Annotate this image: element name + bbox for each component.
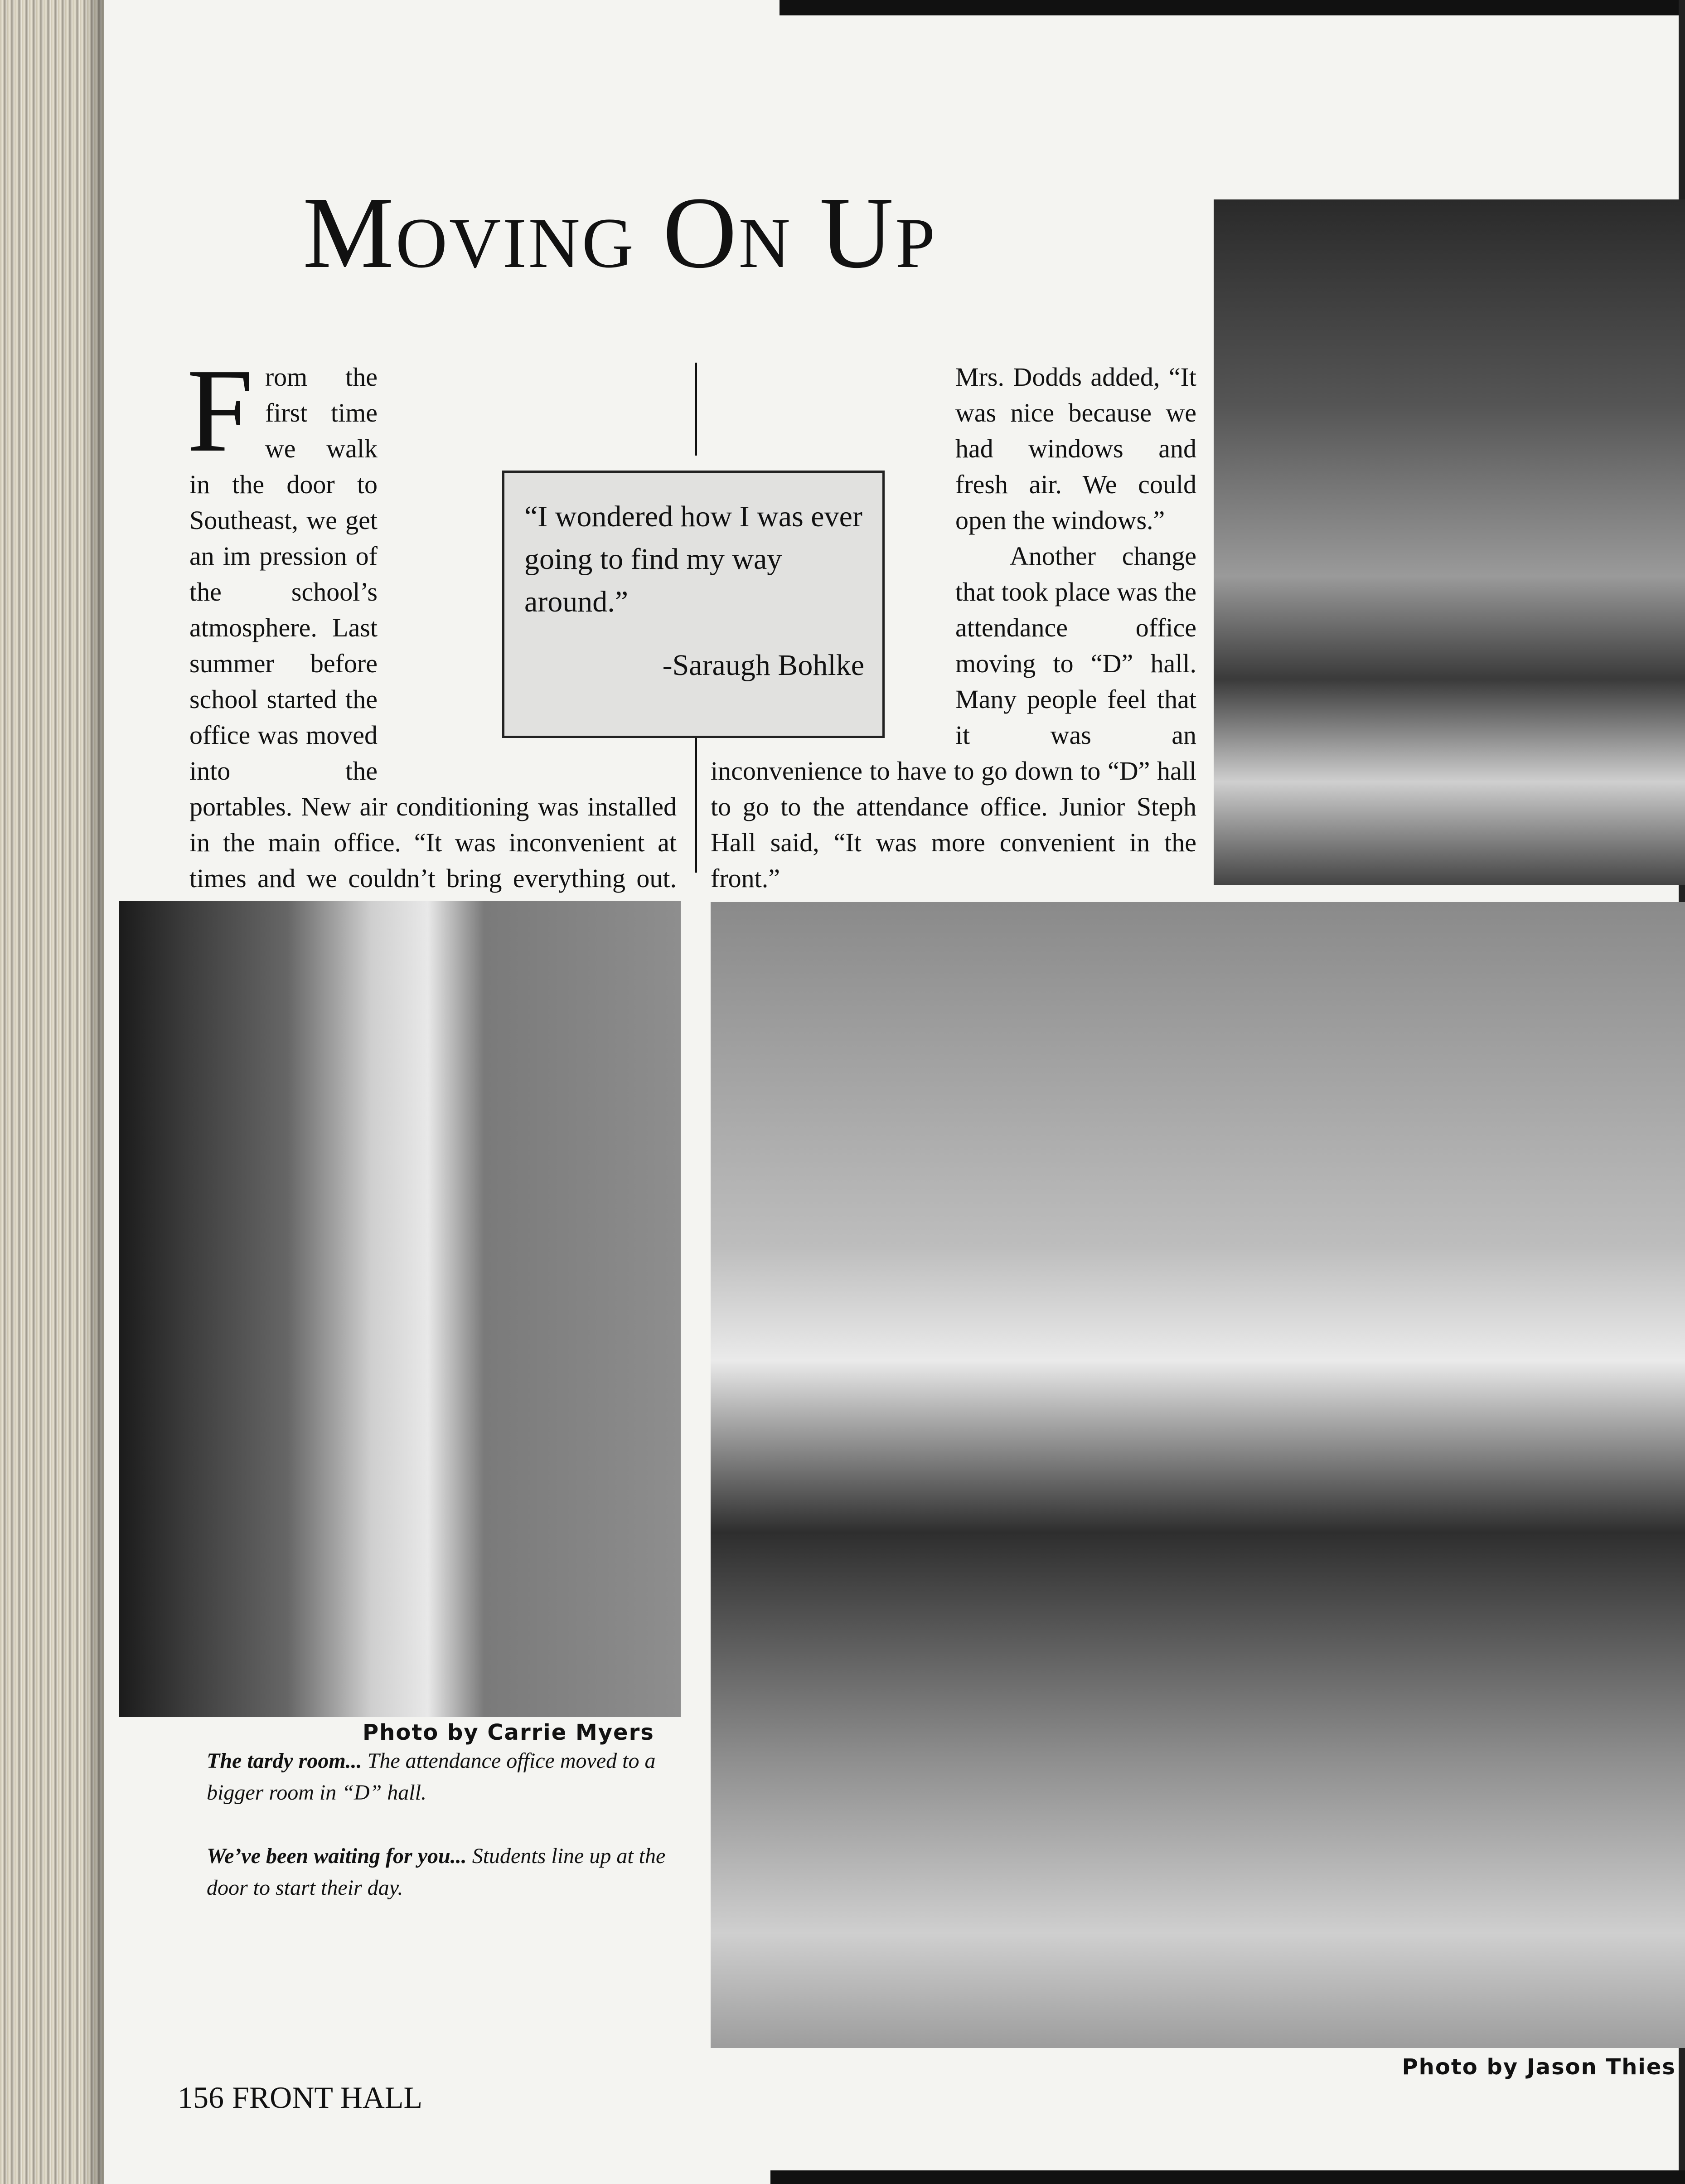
pull-quote-text: “I wondered how I was ever going to find my way around.” bbox=[524, 500, 862, 618]
page-folio bbox=[178, 2080, 431, 2116]
article-paragraph-1: rom the first time we walk in the door to Southeast, we get an im pression of the school’s atmosphere. Last summer before school started the office was moved into the portables. New air conditioning was installed in the main office. “It was inconvenient at times and we couldn’t bring everything out. bbox=[189, 362, 677, 893]
scan-top-border bbox=[780, 0, 1685, 15]
book-page-edges bbox=[0, 0, 104, 2184]
photo-captions bbox=[207, 1745, 678, 1936]
caption-waiting: We’ve been waiting for you... Students line up at the door to start their day. bbox=[207, 1844, 666, 1900]
caption-tardy-room: The tardy room... The attendance office moved to a bigger room in “D” hall. bbox=[207, 1749, 656, 1805]
photo-credit-1: Photo by Carrie Myers bbox=[363, 1720, 654, 1745]
pull-quote-author: -Saraugh Bohlke bbox=[662, 649, 864, 682]
photo-tardy-room bbox=[119, 901, 681, 1717]
page-number: 156 bbox=[178, 2080, 224, 2115]
section-name: FRONT HALL bbox=[232, 2080, 422, 2115]
photo-hallway-students bbox=[1214, 199, 1685, 885]
page-title: Moving On Up bbox=[303, 176, 937, 289]
photo-credit-2: Photo by Jason Thies bbox=[1402, 2054, 1676, 2080]
photo-students-at-door bbox=[711, 902, 1685, 2048]
drop-cap: F bbox=[187, 345, 253, 477]
article-paragraph-1-continued: Mrs. Dodds added, “It was nice because we had windows and fresh air. We could open the windows.” bbox=[955, 362, 1196, 535]
article-paragraph-2: Another change that took place was the attendance office moving to “D” hall. Many people feel that it was an inconvenience to have to go down to “D” hall to go to the attendance office. Junior Steph Hall said, “It was more convenient in the front.” bbox=[711, 541, 1196, 893]
scan-bottom-border bbox=[770, 2170, 1685, 2184]
pull-quote-box bbox=[502, 471, 885, 738]
